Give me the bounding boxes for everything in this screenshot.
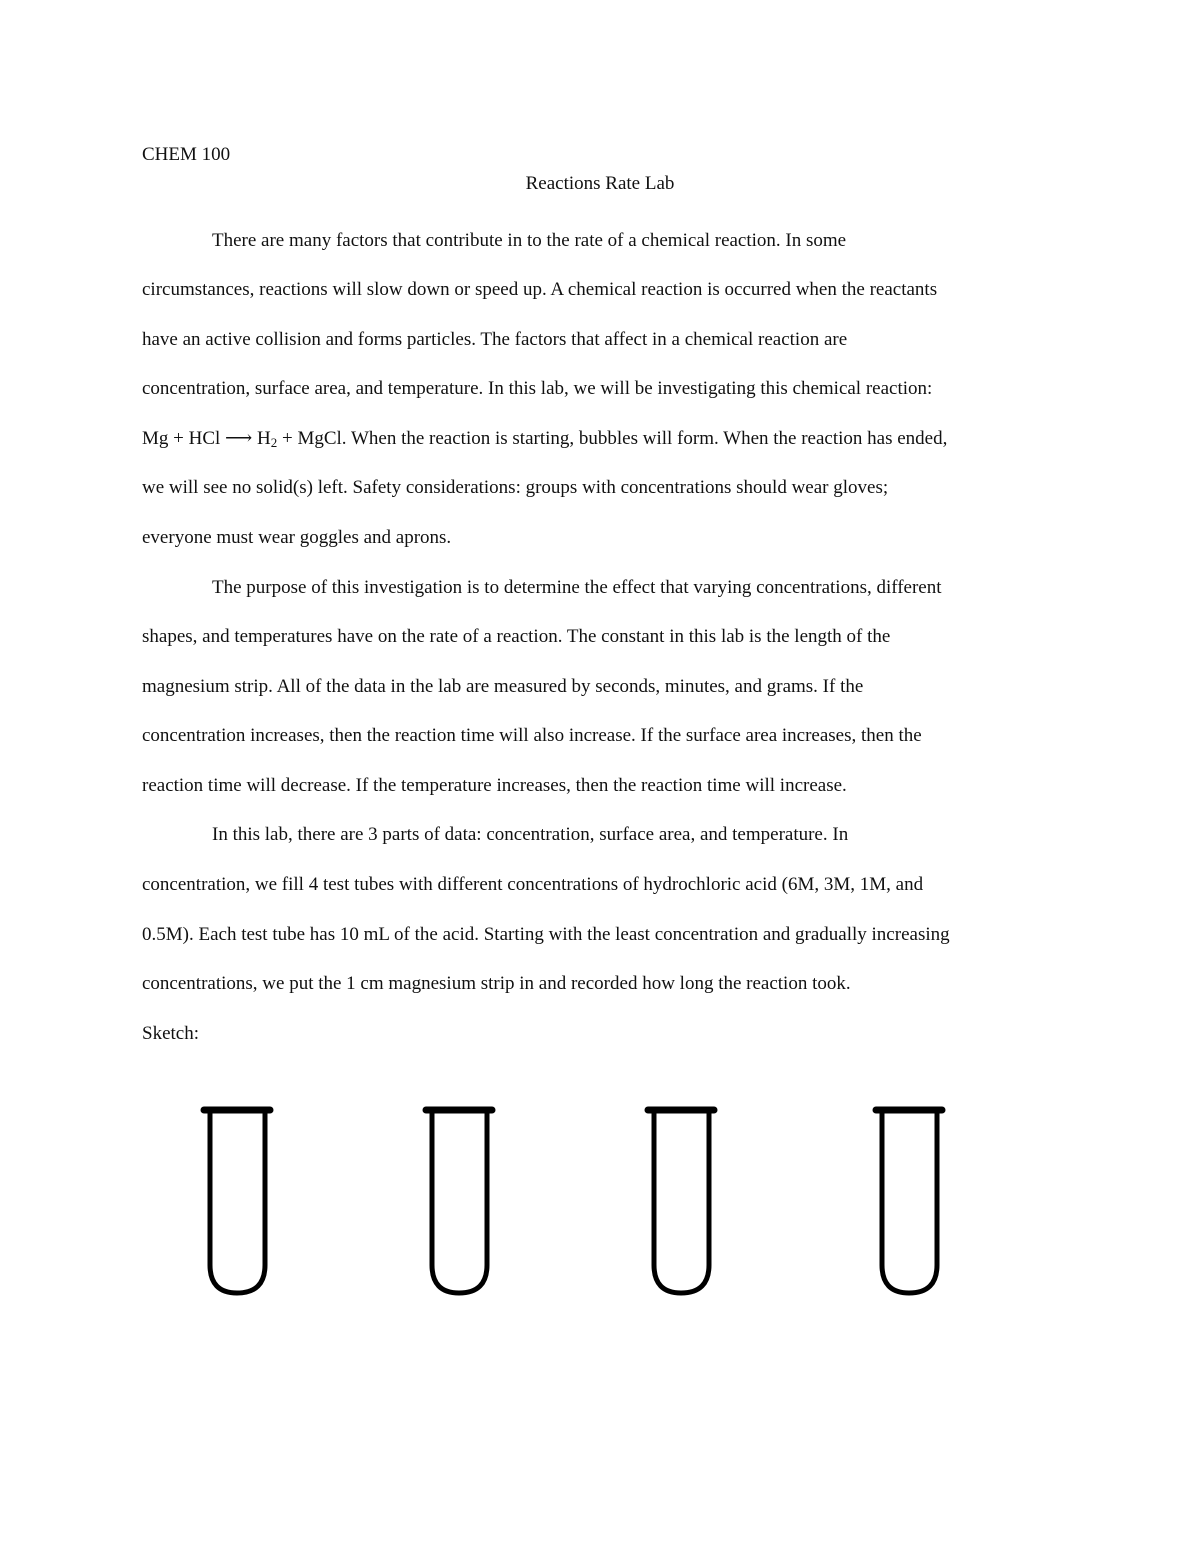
paragraph-2-line-3: magnesium strip. All of the data in the lab are measured by seconds, minutes, and grams. If the xyxy=(142,676,864,697)
paragraph-1-line-1: There are many factors that contribute in to the rate of a chemical reaction. In some xyxy=(212,230,847,251)
paragraph-1-line-3: have an active collision and forms particles. The factors that affect in a chemical reaction are xyxy=(142,329,848,350)
paragraph-1-line-6: we will see no solid(s) left. Safety considerations: groups with concentrations should wear gloves; xyxy=(142,477,889,498)
document-title: Reactions Rate Lab xyxy=(525,173,675,194)
equation-suffix: + MgCl. When the reaction is starting, bubbles will form. When the reaction has ended, xyxy=(277,428,948,449)
test-tube-icon xyxy=(648,1110,714,1293)
paragraph-3-line-2: concentration, we fill 4 test tubes with different concentrations of hydrochloric acid (6M, 3M, 1M, and xyxy=(142,874,924,895)
paragraph-2-line-2: shapes, and temperatures have on the rate of a reaction. The constant in this lab is the length of the xyxy=(142,626,891,647)
paragraph-1-line-4: concentration, surface area, and temperature. In this lab, we will be investigating this chemical reaction: xyxy=(142,378,933,399)
paragraph-1-line-2: circumstances, reactions will slow down or speed up. A chemical reaction is occurred when the reactants xyxy=(142,279,938,300)
paragraph-3-line-1: In this lab, there are 3 parts of data: concentration, surface area, and temperature. In xyxy=(212,824,849,845)
sketch-label: Sketch: xyxy=(142,1023,199,1044)
paragraph-2-line-1: The purpose of this investigation is to determine the effect that varying concentrations, different xyxy=(212,577,942,598)
test-tube-icon xyxy=(204,1110,270,1293)
paragraph-3-line-4: concentrations, we put the 1 cm magnesium strip in and recorded how long the reaction took. xyxy=(142,973,851,994)
test-tube-icon xyxy=(876,1110,942,1293)
course-label: CHEM 100 xyxy=(142,144,231,165)
paragraph-2-line-5: reaction time will decrease. If the temperature increases, then the reaction time will increase. xyxy=(142,775,847,796)
paragraph-1-line-7: everyone must wear goggles and aprons. xyxy=(142,527,452,548)
paragraph-3-line-3: 0.5M). Each test tube has 10 mL of the acid. Starting with the least concentration and gradually increasing xyxy=(142,924,950,945)
paragraph-2-line-4: concentration increases, then the reaction time will also increase. If the surface area increases, then the xyxy=(142,725,922,746)
chemical-equation-line xyxy=(142,426,947,452)
equation-subscript: 2 xyxy=(270,435,278,450)
equation-prefix: Mg + HCl ⟶ H xyxy=(142,428,271,449)
test-tube-icon xyxy=(426,1110,492,1293)
